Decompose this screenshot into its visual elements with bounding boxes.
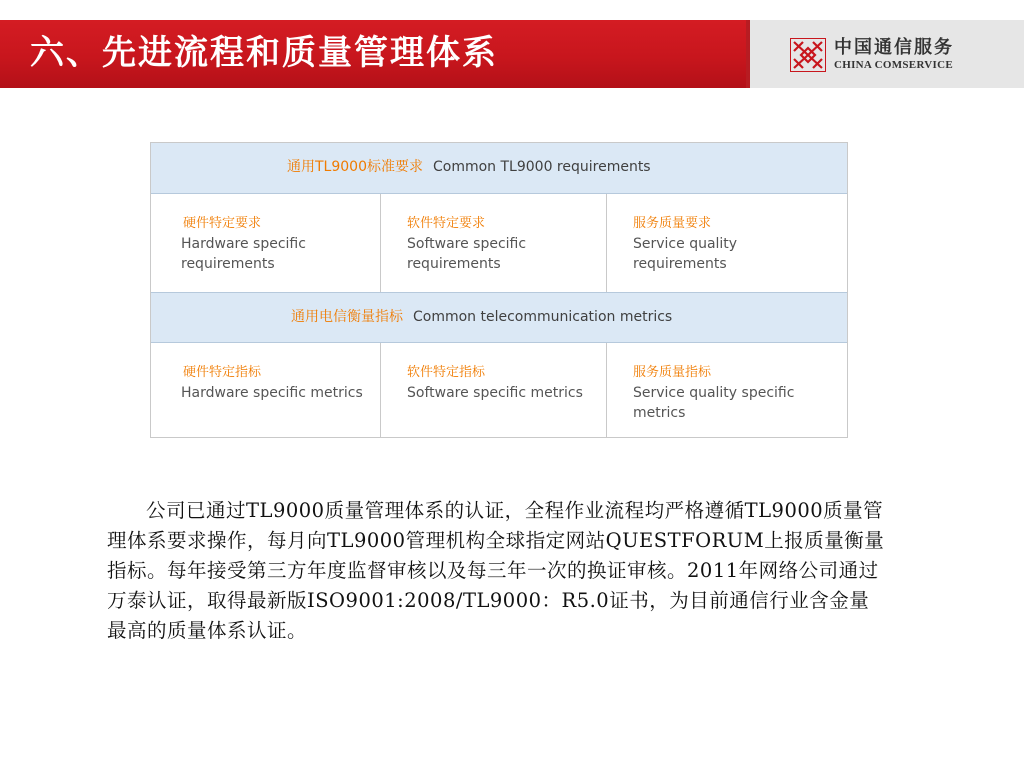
title-band — [0, 20, 746, 88]
certification-paragraph: 公司已通过TL9000质量管理体系的认证，全程作业流程均严格遵循TL9000质量管理体系要求操作，每月向TL9000管理机构全球指定网站QUESTFORUM上报质量衡量指标。每年接受第三方年度监督审核以及每三年一次的换证审核。2011年网络公司通过万泰认证，取得最新版ISO9001:2008/TL9000：R5.0证书，为目前通信行业含金量最高的质量体系认证。 — [107, 499, 885, 642]
cell-label-en: Hardware specific requirements — [181, 236, 306, 272]
metrics-row — [151, 343, 847, 437]
china-comservice-logo-icon — [790, 38, 826, 72]
page-title: 六、先进流程和质量管理体系 — [30, 33, 498, 73]
band-label-en: Common TL9000 requirements — [432, 159, 651, 175]
service-quality-metrics-cell — [607, 343, 847, 437]
band-label-cn: 通用电信衡量指标 — [291, 309, 403, 325]
hardware-metrics-cell — [151, 343, 381, 437]
logo-chinese-text: 中国通信服务 — [834, 37, 954, 58]
cell-label-cn: 服务质量指标 — [633, 365, 712, 380]
logo-english-text: CHINA COMSERVICE — [834, 59, 954, 71]
cell-label-cn: 硬件特定指标 — [183, 365, 262, 380]
band-label-cn: 通用TL9000标准要求 — [287, 159, 423, 175]
cell-label-en: Software specific requirements — [407, 236, 527, 272]
common-metrics-band — [151, 292, 847, 343]
cell-label-en: Service quality requirements — [633, 236, 738, 272]
cell-label-en: Service quality specific metrics — [633, 385, 795, 421]
cell-label-cn: 硬件特定要求 — [183, 216, 262, 231]
cell-label-cn: 服务质量要求 — [633, 216, 712, 231]
software-metrics-cell — [381, 343, 607, 437]
hardware-requirements-cell — [151, 194, 381, 292]
tl9000-requirements-diagram — [150, 142, 848, 438]
cell-label-en: Software specific metrics — [407, 385, 583, 401]
cell-label-cn: 软件特定要求 — [407, 216, 486, 231]
requirements-row — [151, 194, 847, 292]
title-separator — [746, 20, 750, 88]
header-bar — [0, 20, 1024, 88]
cell-label-en: Hardware specific metrics — [181, 385, 363, 401]
common-requirements-band — [151, 143, 847, 194]
software-requirements-cell — [381, 194, 607, 292]
company-logo — [790, 38, 990, 72]
band-label-en: Common telecommunication metrics — [413, 309, 673, 325]
service-quality-requirements-cell — [607, 194, 847, 292]
cell-label-cn: 软件特定指标 — [407, 365, 486, 380]
